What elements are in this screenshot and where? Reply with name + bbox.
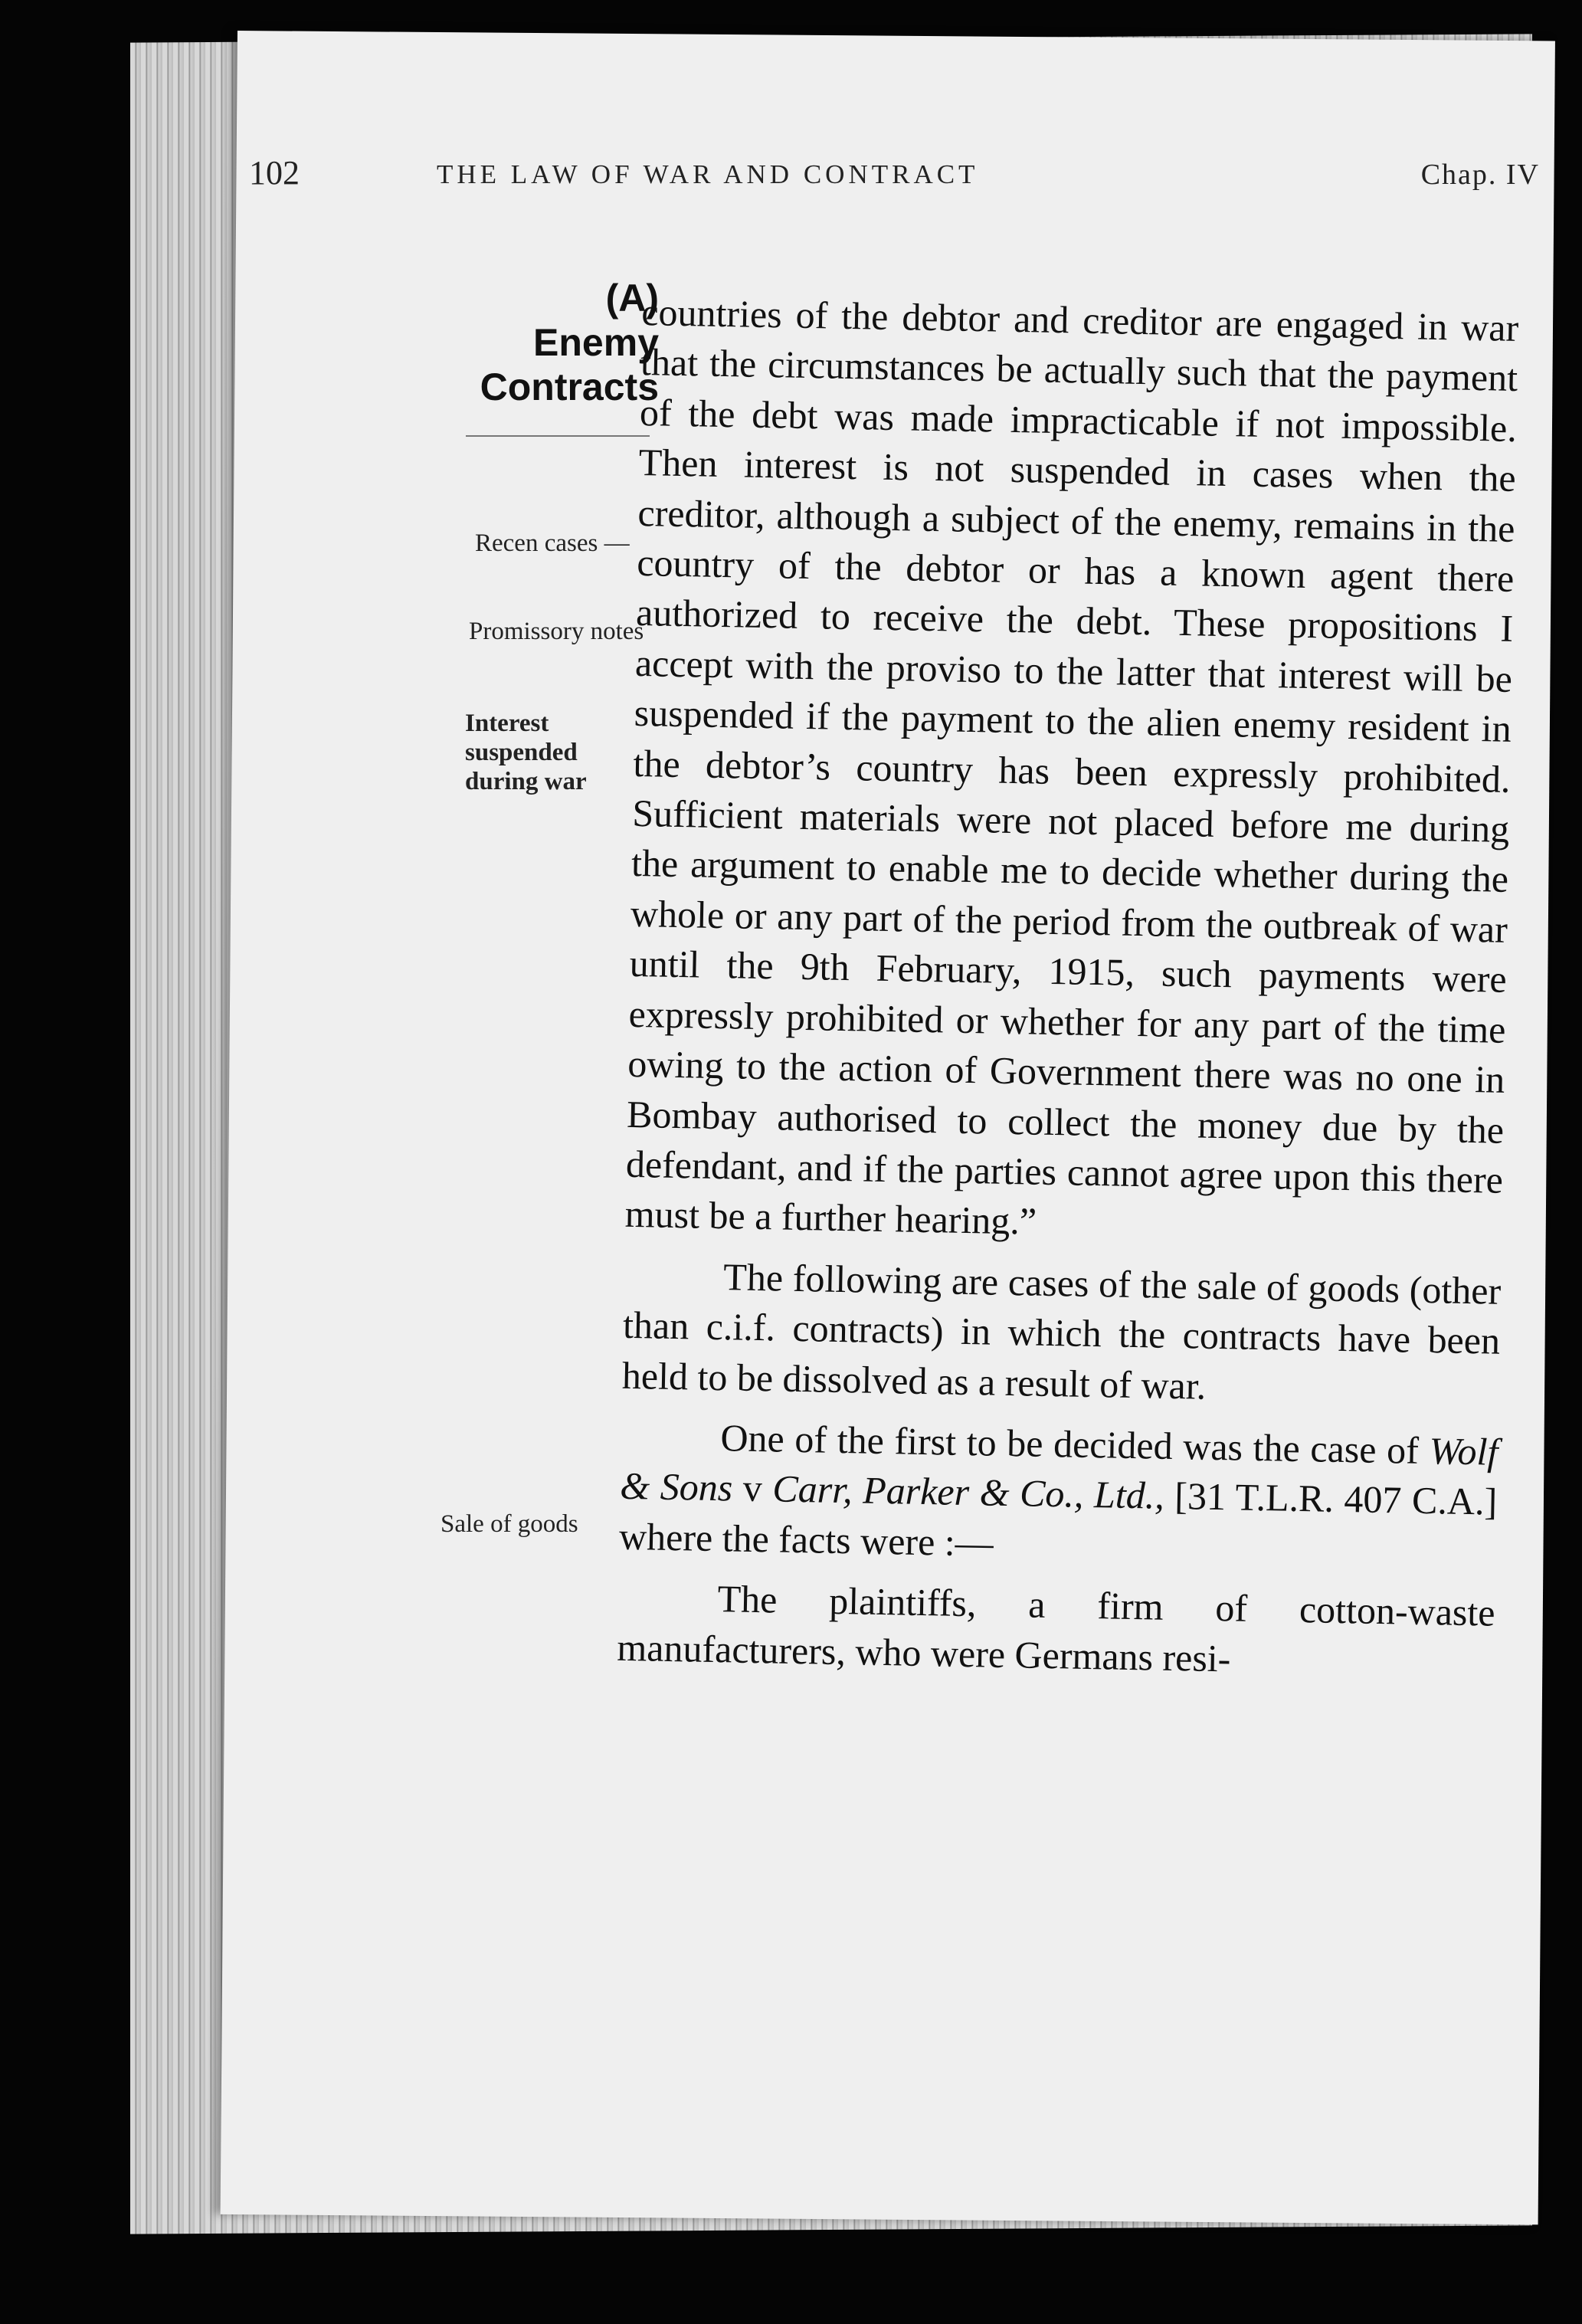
paragraph [619, 1411, 1498, 1578]
text-run: One of the first to be decided was the case of [719, 1416, 1430, 1473]
page-number: 102 [249, 154, 300, 192]
case-name: Carr, Parker & Co., Ltd., [771, 1467, 1165, 1518]
paragraph: The plaintiffs, a firm of cotton-waste manufacturers, who were Germans resi- [616, 1577, 1496, 1680]
margin-note: Recen cases — [475, 529, 630, 557]
side-heading-rule [466, 435, 650, 437]
page-header [249, 153, 1567, 207]
case-name: Wolf & Sons [619, 1429, 1498, 1509]
margin-note: Sale of goods [441, 1510, 578, 1538]
side-heading-line: Contracts [480, 365, 659, 408]
side-heading-line: Enemy [533, 321, 659, 364]
body-text [617, 287, 1519, 1689]
paragraph: countries of the debtor and creditor are engaged in war that the circumstances be actually such that the payment of the debt was made impracticable if not impossible. Then interest is not suspended in cases when the creditor, although a subject of the enemy, remains in the country of the debtor or has a known agent there authorized to receive the debt. These propositions I accept with the proviso to the latter that interest will be suspended if the payment to the alien enemy resident in the debtor’s country has been expressly prohibited. Sufficient materials were not placed before me during the argument to enable me to decide whether during the whole or any part of the period from the outbreak of war until the 9th February, 1915, such payments were expressly prohibited or whether for any part of the time owing to the action of Government there was no one in Bombay authorised to collect the money due by the defendant, and if the parties cannot agree upon this there must be a further hearing.” [624, 290, 1519, 1243]
running-title: THE LAW OF WAR AND CONTRACT [437, 159, 979, 189]
text-run: [31 T.L.R. 407 C.A.] where the facts were :— [618, 1474, 1498, 1565]
text-run: v [732, 1466, 773, 1510]
side-heading-line: (A) [605, 277, 659, 320]
margin-note: Promissory notes [469, 618, 644, 645]
section-side-heading [460, 276, 659, 409]
chapter-reference: Chap. IV [1420, 159, 1540, 191]
margin-note: Interest suspended during war [465, 710, 587, 795]
paragraph: The following are cases of the sale of goods (other than c.i.f. contracts) in which the contracts have been held to be dissolved as a result of war. [621, 1254, 1502, 1408]
